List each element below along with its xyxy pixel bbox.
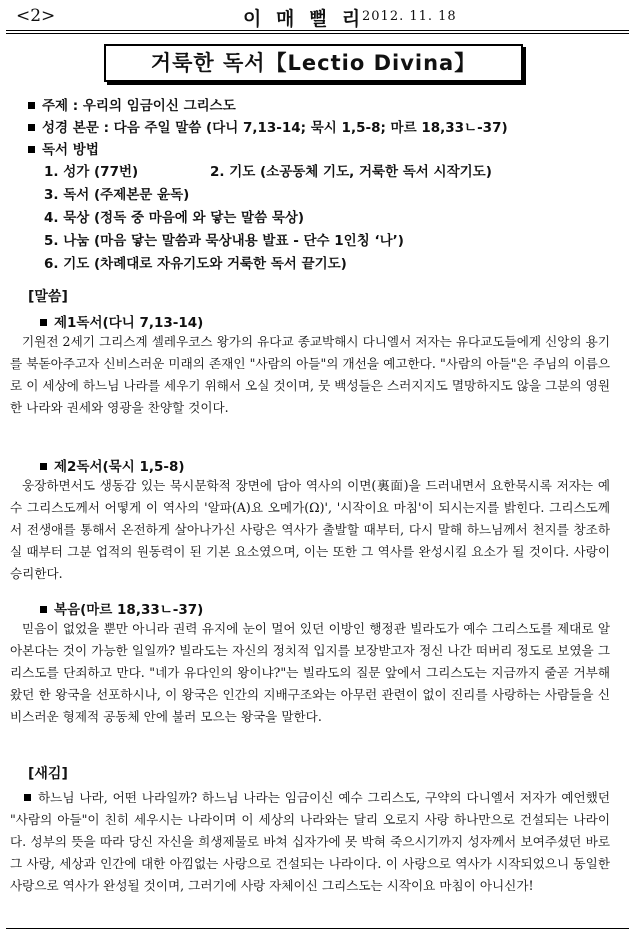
square-bullet-icon: [40, 463, 47, 470]
reading-text: 기원전 2세기 그리스계 셀레우코스 왕가의 유다교 종교박해시 다니엘서 저자는 유다교도들에게 신앙의 용기를 북돋아주고자 신비스러운 미래의 존재인 "사람의 아들"의 개선을 예고한다. "사람의 아들"은 주님의 이름으로 이 세상에 하느님 나라를 세우기 위해서 오실 것이며, 뭇 백성들은 스러지지도 멸망하지도 않을 그분의 영원한 나라와 권세와 영광을 찬양할 것이다.: [10, 334, 610, 416]
square-bullet-icon: [28, 146, 35, 153]
step-item: 1. 성가 (77번): [44, 164, 139, 180]
words-section-label: [말씀]: [28, 289, 68, 305]
step-item: 3. 독서 (주제본문 윤독): [44, 187, 190, 203]
square-bullet-icon: [28, 124, 35, 131]
step-item: 6. 기도 (차례대로 자유기도와 거룩한 독서 끝기도): [44, 256, 347, 272]
square-bullet-icon: [24, 794, 31, 801]
footer-rule: [6, 928, 629, 929]
reading-text: 믿음이 없었을 뿐만 아니라 권력 유지에 눈이 멀어 있던 이방인 행정관 빌라도가 예수 그리스도를 제대로 알아본다는 것이 가능한 일일까? 빌라도는 자신의 정치적 입지를 보장받고자 정신 나간 떠버리 정도로 보였을 그리스도를 단죄하고 만다. "네가 유다인의 왕이냐?"는 빌라도의 질문 앞에서 그리스도는 지금까지 줄곧 거부해 왔던 한 왕국을 선포하시나, 이 왕국은 인간의 지배구조와는 아무런 관련이 없이 진리를 사랑하는 사람들을 신비스러운 형제적 공동체 안에 불러 모으는 왕국을 말한다.: [10, 621, 610, 725]
square-bullet-icon: [40, 606, 47, 613]
header: [6, 4, 629, 30]
reading-heading: 복음(마르 18,33ㄴ-37): [40, 598, 203, 618]
step-item: 4. 묵상 (정독 중 마음에 와 닿는 말씀 묵상): [44, 210, 305, 226]
method-line: [28, 138, 99, 158]
step-item: 5. 나눔 (마음 닿는 말씀과 묵상내용 발표 - 단수 1인칭 ‘나’): [44, 233, 404, 249]
issue-date: 2012. 11. 18: [362, 9, 457, 24]
scripture-label: 성경 본문: [42, 120, 99, 136]
theme-line: [28, 94, 236, 114]
reading-heading: 제1독서(다니 7,13-14): [40, 311, 203, 331]
reflection-section-label: [새김]: [28, 766, 68, 782]
square-bullet-icon: [28, 102, 35, 109]
page-number: <2>: [16, 6, 56, 26]
scripture-text: : 다음 주일 말씀 (다니 7,13-14; 묵시 1,5-8; 마르 18,33ㄴ-37): [98, 120, 508, 136]
reading-heading: 제2독서(묵시 1,5-8): [40, 455, 185, 475]
step-item: 2. 기도 (소공동체 기도, 거룩한 독서 시작기도): [210, 164, 492, 180]
header-rule-thin: [6, 33, 629, 34]
square-bullet-icon: [40, 319, 47, 326]
scripture-line: [28, 116, 508, 136]
reflection-text: 하느님 나라, 어떤 나라일까? 하느님 나라는 임금이신 예수 그리스도, 구약의 다니엘서 저자가 예언했던 "사람의 아들"이 친히 세우시는 나라이며 이 세상의 나라와는 달리 오로지 사랑 하나만으로 건설되는 나라이다. 성부의 뜻을 따라 당신 자신을 희생제물로 바쳐 십자가에 못 박혀 죽으시기까지 성자께서 보여주셨던 바로 그 사랑, 세상과 인간에 대한 아낌없는 사랑으로 건설되는 나라이다. 이 사랑으로 역사가 시작되었으니 동일한 사랑으로 역사가 완성될 것이며, 그러기에 사랑 자체이신 그리스도는 시작이요 마침이 아니신가!: [10, 790, 610, 894]
theme-label: 주제: [42, 98, 69, 114]
reading-text: 웅장하면서도 생동감 있는 묵시문학적 장면에 담아 역사의 이면(裏面)을 드러내면서 요한묵시록 저자는 예수 그리스도께서 어떻게 이 역사의 '알파(A)요 오메가(Ω)', '시작이요 마침'이 되시는지를 밝힌다. 그리스도께서 전생애를 통해서 온전하게 살아나가신 사랑은 역사가 출발할 때부터, 다시 말해 하느님께서 천지를 창조하실 때부터 그분 업적의 원동력이 된 기본 요소였으며, 이는 또한 그 역사를 완성시킬 요소가 될 것이다. 사랑이 승리한다.: [10, 478, 610, 582]
theme-text: : 우리의 임금이신 그리스도: [68, 98, 236, 114]
page-title: 거룩한 독서【Lectio Divina】: [104, 44, 523, 82]
newsletter-name: 이 매 뻘 리: [243, 8, 365, 30]
header-rule: [6, 30, 629, 31]
method-label: 독서 방법: [42, 142, 99, 158]
